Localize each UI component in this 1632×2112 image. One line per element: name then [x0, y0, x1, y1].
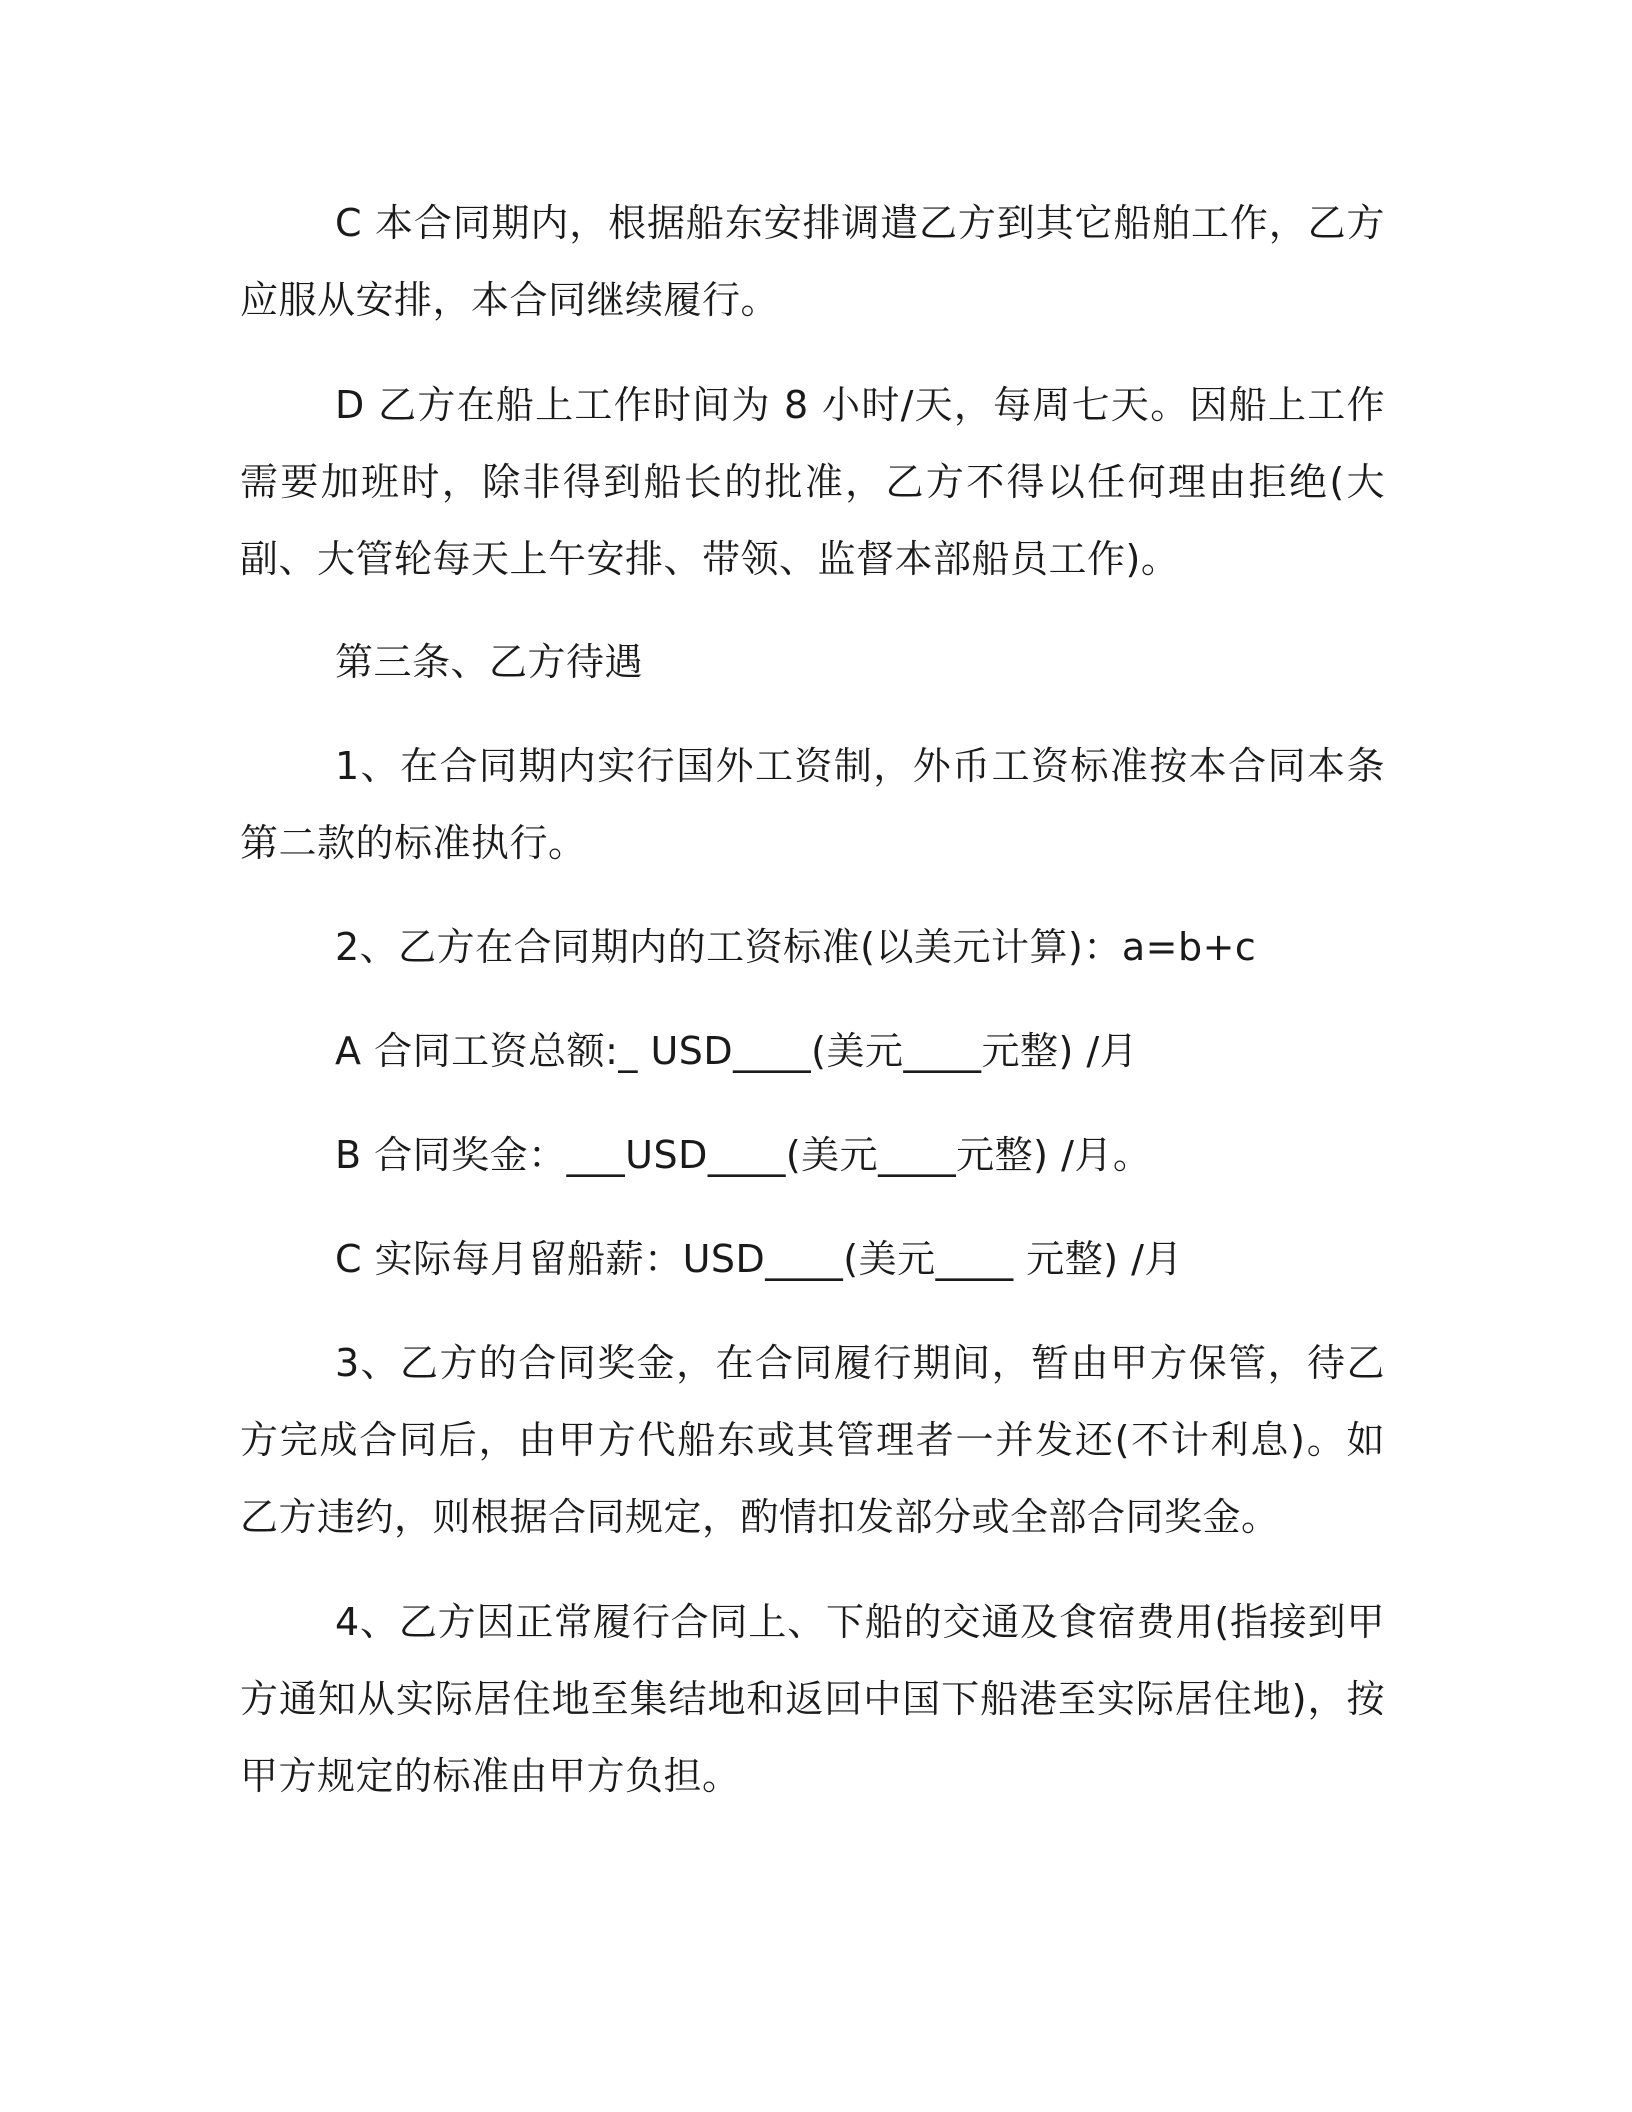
paragraph-item-4-travel-expenses: 4、乙方因正常履行合同上、下船的交通及食宿费用(指接到甲方通知从实际居住地至集结地和返回中国下船港至实际居住地)，按甲方规定的标准由甲方负担。 [240, 1600, 1385, 1798]
paragraph-clause-d-working-hours: D 乙方在船上工作时间为 8 小时/天，每周七天。因船上工作需要加班时，除非得到船长的批准，乙方不得以任何理由拒绝(大副、大管轮每天上午安排、带领、监督本部船员工作)。 [240, 383, 1385, 581]
paragraph-b-contract-bonus: B 合同奖金：___USD____(美元____元整) /月。 [335, 1133, 1152, 1177]
document-page [240, 185, 1385, 1815]
paragraph-item-3-bonus-custody: 3、乙方的合同奖金，在合同履行期间，暂由甲方保管，待乙方完成合同后，由甲方代船东或其管理者一并发还(不计利息)。如乙方违约，则根据合同规定，酌情扣发部分或全部合同奖金。 [240, 1341, 1385, 1539]
paragraph-clause-c-reassignment: C 本合同期内，根据船东安排调遣乙方到其它船舶工作，乙方应服从安排，本合同继续履行。 [240, 201, 1385, 322]
section-heading-article-3: 第三条、乙方待遇 [335, 640, 644, 684]
paragraph-item-1-salary-system: 1、在合同期内实行国外工资制，外币工资标准按本合同本条第二款的标准执行。 [240, 744, 1385, 865]
paragraph-c-monthly-onboard-pay: C 实际每月留船薪：USD____(美元____ 元整) /月 [335, 1237, 1183, 1281]
paragraph-item-2-salary-standard: 2、乙方在合同期内的工资标准(以美元计算)：a=b+c [335, 925, 1257, 969]
paragraph-a-total-wage: A 合同工资总额:_ USD____(美元____元整) /月 [335, 1029, 1139, 1073]
